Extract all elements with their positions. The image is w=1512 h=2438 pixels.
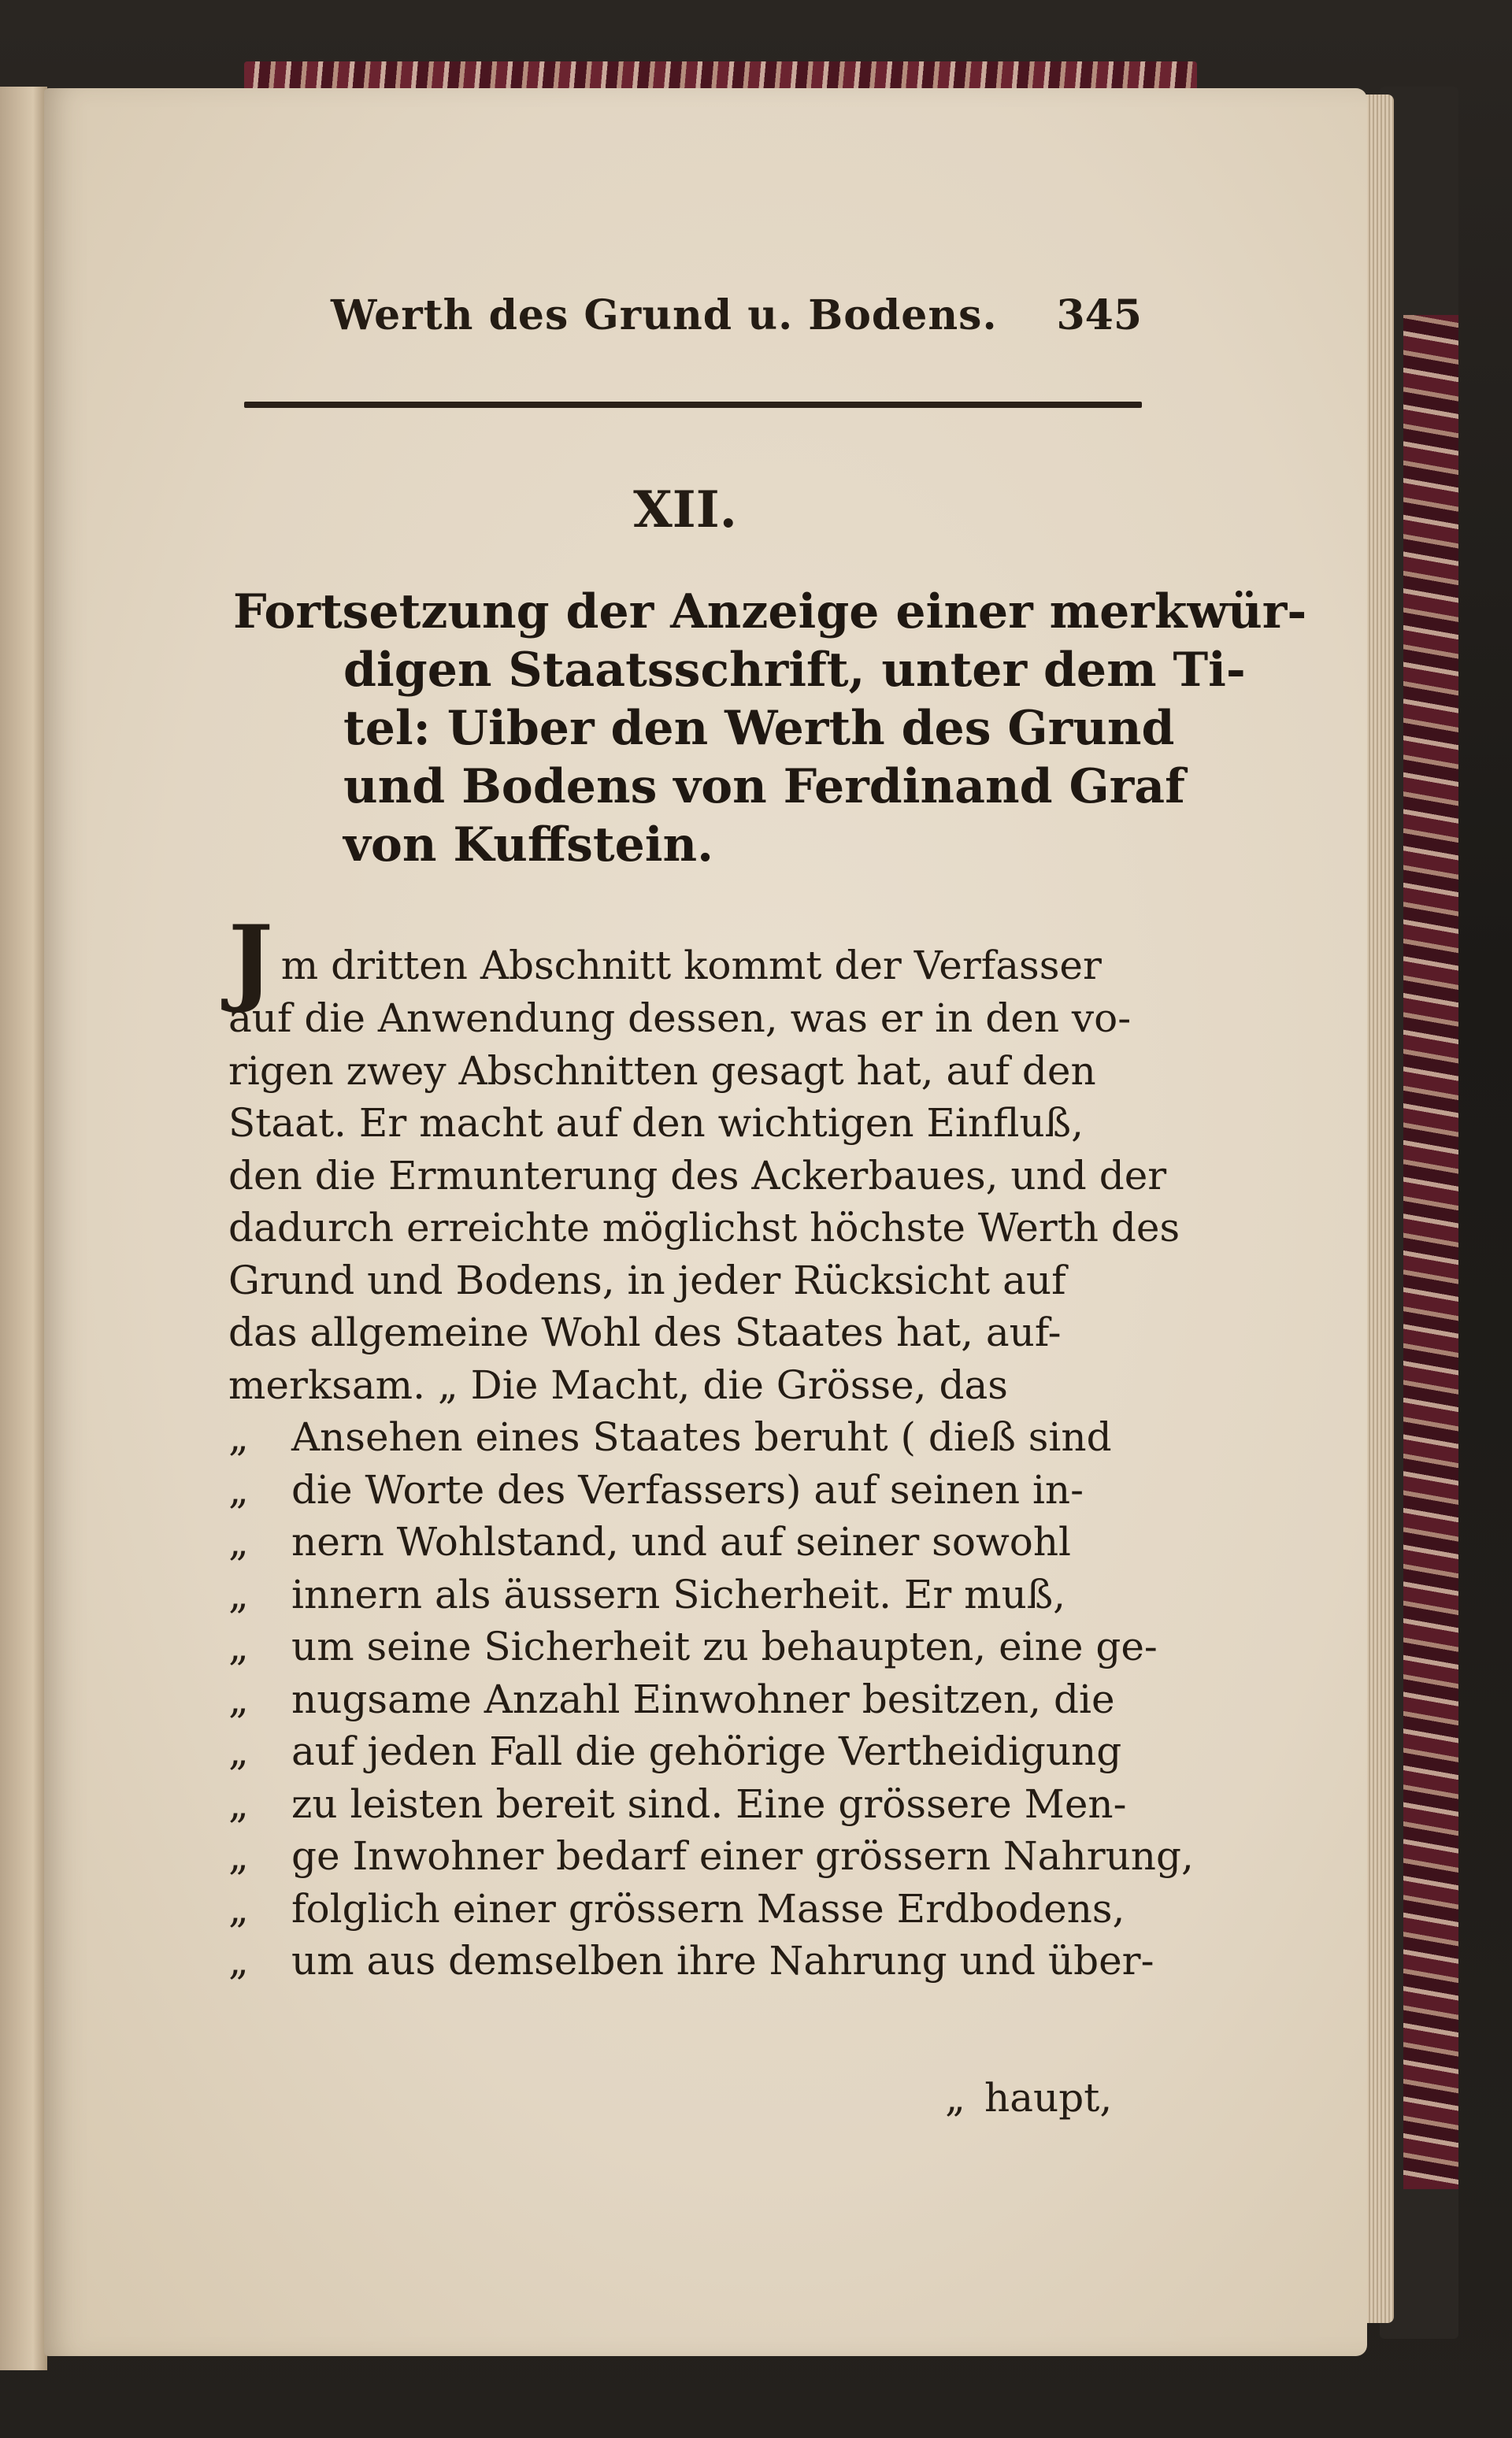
- quote-mark: „: [945, 2075, 965, 2121]
- body-line: [228, 905, 1158, 1016]
- quote-mark: „: [228, 1728, 249, 1774]
- quote-mark: „: [228, 1938, 249, 1984]
- quoted-line-text: um aus demselben ihre Nahrung und über-: [291, 1938, 1154, 1984]
- quoted-line: [228, 1778, 1158, 1831]
- title-line: Fortsetzung der Anzeige einer merkwür-: [233, 584, 1307, 639]
- page-number: 345: [1056, 291, 1142, 339]
- body-line: rigen zwey Abschnitten gesagt hat, auf den: [228, 1047, 1096, 1094]
- title-line: und Bodens von Ferdinand Graf: [343, 759, 1185, 814]
- quote-mark: „: [228, 1519, 249, 1565]
- quoted-line: [228, 1883, 1158, 1936]
- body-text: [228, 905, 1194, 1988]
- quoted-line: [228, 1830, 1194, 1883]
- body-line: auf die Anwendung dessen, was er in den vo-: [228, 995, 1132, 1041]
- title-line: von Kuffstein.: [343, 817, 714, 873]
- quote-mark: „: [228, 1414, 249, 1460]
- running-head-title: Werth des Grund u. Bodens.: [331, 291, 998, 339]
- body-line: das allgemeine Wohl des Staates hat, auf-: [228, 1310, 1062, 1355]
- quoted-line: [228, 1725, 1158, 1778]
- chapter-number: XII.: [633, 480, 737, 539]
- body-line: merksam. „ Die Macht, die Grösse, das: [228, 1362, 1008, 1408]
- quoted-line: [228, 1516, 1158, 1569]
- running-header: [331, 291, 1142, 362]
- quoted-line-text: innern als äussern Sicherheit. Er muß,: [291, 1571, 1066, 1617]
- header-rule: [244, 402, 1142, 408]
- quoted-line: [228, 1935, 1158, 1988]
- body-line: den die Ermunterung des Ackerbaues, und der: [228, 1152, 1167, 1199]
- quoted-line-text: zu leisten bereit sind. Eine grössere Men-: [291, 1780, 1127, 1827]
- quote-mark: „: [228, 1571, 249, 1617]
- title-line: digen Staatsschrift, unter dem Ti-: [343, 643, 1246, 698]
- body-line: Staat. Er macht auf den wichtigen Einfluß,: [228, 1100, 1084, 1146]
- quoted-line-text: nern Wohlstand, und auf seiner sowohl: [291, 1519, 1072, 1565]
- title-line: tel: Uiber den Werth des Grund: [343, 701, 1175, 756]
- body-line: dadurch erreichte möglichst höchste Werth des: [228, 1205, 1180, 1250]
- quoted-line-text: nugsame Anzahl Einwohner besitzen, die: [291, 1676, 1115, 1722]
- quote-mark: „: [228, 1624, 249, 1669]
- quoted-line-text: folglich einer grössern Masse Erdbodens,: [291, 1885, 1125, 1932]
- chapter-title: [233, 583, 1307, 874]
- quote-mark: „: [228, 1466, 249, 1513]
- quoted-line-text: auf jeden Fall die gehörige Vertheidigung: [291, 1728, 1122, 1774]
- facing-page-edge: [0, 87, 47, 2370]
- catchword-text: haupt,: [984, 2075, 1113, 2121]
- quote-mark: „: [228, 1833, 249, 1879]
- body-line-text: m dritten Abschnitt kommt der Verfasser: [280, 943, 1102, 988]
- quoted-line: [228, 1673, 1158, 1726]
- quoted-line-text: Ansehen eines Staates beruht ( dieß sind: [291, 1414, 1112, 1460]
- body-line: Grund und Bodens, in jeder Rücksicht auf: [228, 1257, 1066, 1303]
- initial-letter: J: [228, 905, 273, 1016]
- quoted-line-text: ge Inwohner bedarf einer grössern Nahrung,: [291, 1833, 1194, 1879]
- quoted-line: [228, 1464, 1158, 1517]
- marbled-cover-right: [1403, 315, 1458, 2189]
- quoted-line: [228, 1569, 1158, 1621]
- quote-mark: „: [228, 1780, 249, 1827]
- quote-mark: „: [228, 1885, 249, 1932]
- quoted-line: [228, 1411, 1158, 1464]
- quoted-line-text: um seine Sicherheit zu behaupten, eine ge-: [291, 1624, 1158, 1669]
- catchword: [945, 2075, 1112, 2121]
- quoted-line-text: die Worte des Verfassers) auf seinen in-: [291, 1466, 1084, 1513]
- quoted-line: [228, 1621, 1158, 1673]
- quote-mark: „: [228, 1676, 249, 1722]
